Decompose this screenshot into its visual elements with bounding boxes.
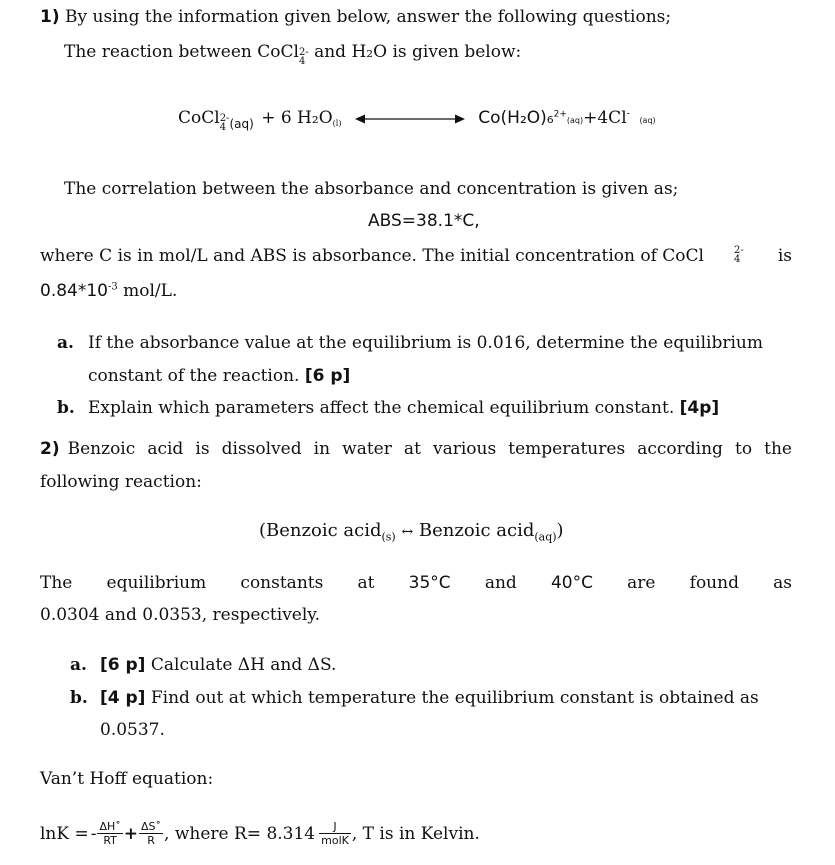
q2-b-label [70, 688, 88, 708]
formula-plus: + [123, 823, 139, 844]
where-line [40, 246, 792, 266]
vant-hoff-title: Van’t Hoff equation: [40, 769, 214, 789]
reaction-intro-text-a: The reaction between CoCl [64, 42, 299, 62]
reactant-state: (aq) [229, 117, 254, 131]
q2-eq-line1 [40, 573, 792, 593]
benzoic-product-state: (aq) [534, 530, 557, 544]
q1-b-line [88, 398, 719, 418]
temperature-40: 40°C [550, 573, 593, 593]
chloride-charge: - [626, 108, 631, 120]
benzoic-product: Benzoic acid [418, 520, 535, 541]
product-complex-text: Co(H₂O)₆ [478, 108, 554, 128]
reactant-charge: 2- [219, 113, 230, 124]
fraction-molk: molK [321, 834, 349, 847]
product-chloride: +4Cl [583, 108, 627, 128]
word: found [689, 573, 739, 593]
q2-intro-line2: following reaction: [40, 472, 202, 492]
initial-conc-value: 0.84*10 [40, 281, 108, 301]
q1-reaction-equation [178, 108, 656, 132]
formula-minus: - [90, 823, 97, 844]
word: The [40, 573, 73, 593]
formula-tail: , T is in Kelvin. [351, 823, 480, 844]
fraction-ds: ΔS˚ [141, 820, 162, 833]
word: are [627, 573, 656, 593]
benzoic-reactant-state: (s) [381, 530, 396, 544]
where-cocl4-index [734, 246, 744, 266]
formula-lnk: lnK = [40, 823, 89, 844]
formula-where: , where R= 8.314 [164, 823, 316, 844]
q1-b-label [57, 398, 75, 418]
q2-a-label-text: a. [70, 655, 87, 675]
chloride-state: (aq) [639, 116, 656, 125]
vant-hoff-formula [40, 820, 480, 847]
word: as [773, 573, 792, 593]
fraction-r: R [147, 834, 155, 847]
reaction-intro-text-b: and H₂O is given below: [314, 42, 522, 62]
q2-a-points: [6 p] [100, 655, 146, 675]
reactant-index [220, 114, 230, 132]
q2-b-line1 [100, 688, 759, 708]
initial-conc-unit: mol/L. [117, 281, 178, 301]
q1-a-line2 [88, 366, 350, 386]
product-complex [478, 108, 583, 128]
cocl4-charge: 2- [298, 47, 309, 58]
q1-number: 1) [40, 7, 60, 27]
initial-conc-exponent: -3 [107, 281, 118, 293]
reactant-cocl4: CoCl [178, 108, 220, 128]
benzoic-reaction [259, 520, 564, 544]
q1-a-label-text: a. [57, 333, 74, 353]
q2-b-label-text: b. [70, 688, 88, 708]
cocl4-index [299, 48, 309, 66]
fraction-dh: ΔH˚ [99, 820, 121, 833]
word: equilibrium [106, 573, 207, 593]
equilibrium-arrow-icon: ↔ [401, 524, 414, 540]
q1-intro-text: By using the information given below, answer the following questions; [65, 7, 672, 27]
q2-eq-line2: 0.0304 and 0.0353, respectively. [40, 605, 321, 625]
where-cocl4-subscript: 4 [734, 254, 741, 265]
q1-b-label-text: b. [57, 398, 75, 418]
correlation-intro: The correlation between the absorbance and concentration is given as; [64, 179, 679, 199]
q1-b-points: [4p] [679, 398, 720, 418]
where-line-text: where C is in mol/L and ABS is absorbance. The initial concentration of CoCl [40, 246, 704, 266]
water-state: (l) [332, 119, 342, 128]
fraction-ds-r [139, 820, 163, 847]
product-charge: 2+ [553, 109, 567, 120]
q1-a-label [57, 333, 74, 353]
fraction-j: J [319, 820, 351, 834]
benzoic-close: ) [556, 520, 564, 541]
benzoic-reactant: (Benzoic acid [259, 520, 382, 541]
temperature-35: 35°C [408, 573, 451, 593]
word: constants [240, 573, 324, 593]
initial-concentration [40, 281, 177, 301]
q2-b-text: Find out at which temperature the equilibrium constant is obtained as [150, 688, 759, 708]
fraction-rt: RT [103, 834, 117, 847]
q1-reaction-intro [64, 42, 521, 66]
q1-intro [40, 7, 671, 27]
q2-number: 2) [40, 439, 60, 459]
where-line-is: is [777, 246, 792, 266]
fraction-j-molk [319, 820, 351, 847]
q2-a-label [70, 655, 87, 675]
abs-equation: ABS=38.1*C, [368, 211, 480, 231]
q2-a-text: Calculate ΔH and ΔS. [150, 655, 337, 675]
word: and [484, 573, 517, 593]
q2-intro-line1 [40, 439, 792, 459]
double-arrow-icon [355, 112, 465, 126]
where-cocl4-charge: 2- [734, 245, 744, 256]
q2-a-line [100, 655, 336, 675]
q1-b-text: Explain which parameters affect the chemical equilibrium constant. [88, 398, 675, 418]
q2-intro-text: Benzoic acid is dissolved in water at various temperatures according to the [67, 439, 792, 459]
reactant-water: + 6 H₂O [261, 108, 333, 128]
fraction-dh-rt [97, 820, 122, 847]
q1-a-points: [6 p] [304, 366, 351, 386]
q1-a-line1: If the absorbance value at the equilibrium is 0.016, determine the equilibrium [88, 333, 763, 353]
product-state: (aq) [566, 116, 584, 125]
cocl4-subscript: 4 [298, 56, 306, 67]
word: at [357, 573, 375, 593]
q1-a-line2-text: constant of the reaction. [88, 366, 300, 386]
reactant-subscript: 4 [219, 122, 227, 133]
q2-b-line2: 0.0537. [100, 720, 165, 740]
q2-b-points: [4 p] [100, 688, 146, 708]
